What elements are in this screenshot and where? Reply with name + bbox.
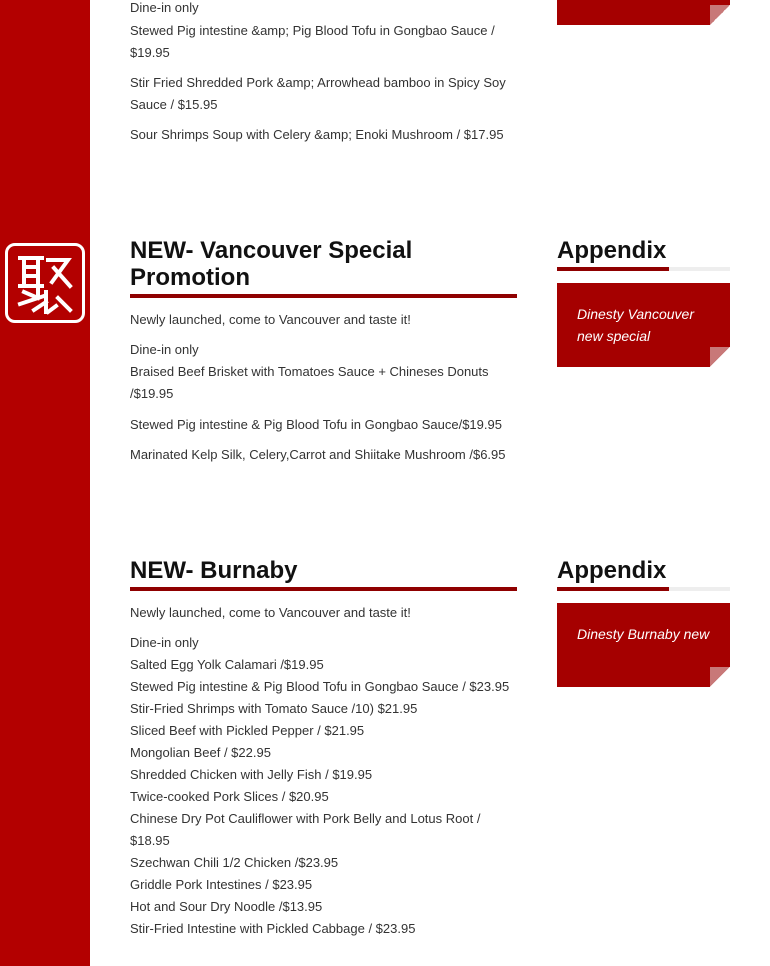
menu-item: Braised Beef Brisket with Tomatoes Sauce + Chineses Donuts /$19.95 bbox=[130, 364, 489, 401]
menu-item: Chinese Dry Pot Cauliflower with Pork Belly and Lotus Root / $18.95 bbox=[130, 811, 481, 848]
menu-item: Stir-Fried Shrimps with Tomato Sauce /10) $21.95 bbox=[130, 701, 418, 716]
menu-item: Sliced Beef with Pickled Pepper / $21.95 bbox=[130, 723, 365, 738]
menu-item: Hot and Sour Dry Noodle /$13.95 bbox=[130, 899, 323, 914]
menu-item: Mongolian Beef / $22.95 bbox=[130, 745, 271, 760]
menu-item: Stewed Pig intestine & Pig Blood Tofu in Gongbao Sauce / $23.95 bbox=[130, 679, 510, 694]
menu-item: Stir Fried Shredded Pork &amp; Arrowhead bamboo in Spicy Soy Sauce / $15.95 bbox=[130, 75, 506, 112]
section-title-burnaby: NEW- Burnaby bbox=[130, 557, 298, 584]
section-divider bbox=[130, 587, 517, 591]
page-fold-icon bbox=[710, 5, 730, 25]
appendix-link-burnaby[interactable]: Dinesty Burnaby new bbox=[577, 626, 710, 642]
appendix-link-vancouver[interactable]: Dinesty Vancouver new special bbox=[577, 306, 694, 344]
menu-item: Stewed Pig intestine & Pig Blood Tofu in Gongbao Sauce/$19.95 bbox=[130, 417, 502, 432]
menu-item: Stir-Fried Intestine with Pickled Cabbage / $23.95 bbox=[130, 921, 416, 936]
appendix-divider bbox=[557, 587, 730, 591]
section-intro: Newly launched, come to Vancouver and taste it! bbox=[130, 605, 411, 620]
appendix-title: Appendix bbox=[557, 557, 667, 584]
appendix-divider bbox=[557, 267, 730, 271]
appendix-title: Appendix bbox=[557, 237, 667, 264]
menu-item: Twice-cooked Pork Slices / $20.95 bbox=[130, 789, 329, 804]
restaurant-logo[interactable] bbox=[5, 243, 85, 323]
menu-note-dine-in: Dine-in only bbox=[130, 635, 199, 650]
section-intro: Newly launched, come to Vancouver and taste it! bbox=[130, 312, 411, 327]
left-sidebar bbox=[0, 0, 90, 966]
appendix-card-previous[interactable] bbox=[557, 0, 730, 25]
section-title-vancouver: NEW- Vancouver Special Promotion bbox=[130, 237, 413, 291]
section-divider bbox=[130, 294, 517, 298]
menu-item: Salted Egg Yolk Calamari /$19.95 bbox=[130, 657, 324, 672]
menu-item: Stewed Pig intestine &amp; Pig Blood Tofu in Gongbao Sauce / $19.95 bbox=[130, 23, 495, 60]
logo-glyph-icon bbox=[8, 246, 82, 320]
menu-item: Marinated Kelp Silk, Celery,Carrot and Shiitake Mushroom /$6.95 bbox=[130, 447, 506, 462]
menu-note-dine-in: Dine-in only bbox=[130, 0, 199, 15]
menu-item: Griddle Pork Intestines / $23.95 bbox=[130, 877, 313, 892]
menu-item: Szechwan Chili 1/2 Chicken /$23.95 bbox=[130, 855, 339, 870]
appendix-card-burnaby[interactable] bbox=[557, 603, 730, 687]
page-fold-icon bbox=[710, 347, 730, 367]
menu-item: Sour Shrimps Soup with Celery &amp; Enoki Mushroom / $17.95 bbox=[130, 127, 504, 142]
menu-item: Shredded Chicken with Jelly Fish / $19.95 bbox=[130, 767, 373, 782]
page-fold-icon bbox=[710, 667, 730, 687]
appendix-card-vancouver[interactable] bbox=[557, 283, 730, 367]
menu-note-dine-in: Dine-in only bbox=[130, 342, 199, 357]
